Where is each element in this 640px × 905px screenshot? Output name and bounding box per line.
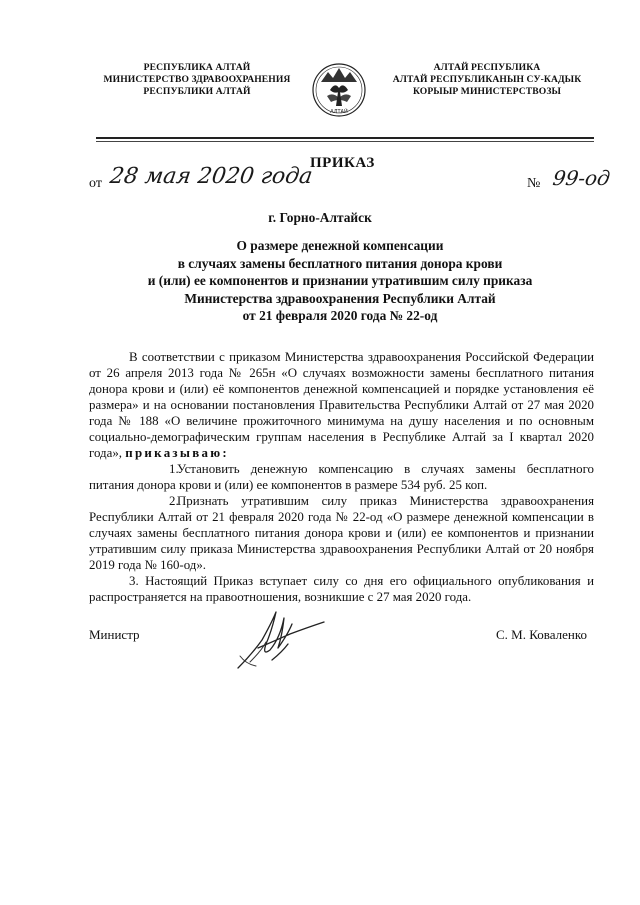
header-divider-thick: [96, 137, 594, 139]
order-item: [89, 461, 594, 493]
orders-word: приказываю:: [125, 446, 230, 460]
order-item: [89, 573, 594, 605]
handwritten-number: 99-од: [551, 166, 612, 190]
signer-name: С. М. Коваленко: [496, 627, 587, 642]
coat-of-arms-emblem: [311, 60, 367, 122]
city: г. Горно-Алтайск: [268, 210, 372, 225]
number-prefix: №: [527, 176, 541, 191]
handwritten-signature: [232, 604, 328, 674]
signer-position: Министр: [89, 627, 140, 642]
handwritten-date: 28 мая 2020 года: [108, 164, 315, 189]
order-title: ПРИКАЗ: [310, 155, 375, 171]
order-body: [89, 349, 594, 605]
item-text: Признать утратившим силу приказ Министерства здравоохранения Республики Алтай от 21 февраля 2020 года № 22-од «О размере денежной компенсации в случаях замены бесплатного питания донора крови и (или) ее компонентов и признании утратившим силу приказа Министерства здравоохранения Республики Алтай от 20 ноября 2019 года № 160-од».: [89, 494, 594, 572]
item-number: 3.: [129, 574, 139, 588]
subject-line: от 21 февраля 2020 года № 22-од: [242, 308, 438, 324]
item-text: Настоящий Приказ вступает силу со дня его официального опубликования и распространяется на правоотношения, возникшие с 27 мая 2020 года.: [89, 574, 594, 604]
preamble-paragraph: [89, 349, 594, 461]
order-subject: [120, 237, 560, 325]
order-item: [89, 493, 594, 573]
header-right-line: АЛТАЙ РЕСПУБЛИКАНЫН СУ-КАДЫК: [392, 74, 582, 85]
item-number: 1.: [169, 462, 179, 476]
header-left-ru: [92, 62, 302, 98]
subject-line: Министерства здравоохранения Республики Алтай: [184, 290, 496, 306]
header-right-alt: [382, 62, 592, 98]
subject-line: О размере денежной компенсации: [236, 238, 444, 253]
header-left-line: РЕСПУБЛИКА АЛТАЙ: [143, 62, 251, 73]
date-prefix: от: [89, 176, 102, 191]
emblem-label: АЛТАЙ: [330, 109, 348, 115]
subject-line: и (или) ее компонентов и признании утратившим силу приказа: [147, 273, 533, 289]
preamble-text: В соответствии с приказом Министерства здравоохранения Российской Федерации от 26 апреля 2013 года № 265н «О случаях возможности замены бесплатного питания донора крови и (или) её компонентов денежной компенсацией и порядке установления её размера» и на основании постановления Правительства Республики Алтай от 27 мая 2020 года № 188 «О величине прожиточного минимума на душу населения и по основным социально-демографическим группам населения в Республике Алтай за I квартал 2020 года»,: [89, 350, 594, 460]
header-left-line: РЕСПУБЛИКИ АЛТАЙ: [143, 86, 251, 97]
header-left-line: МИНИСТЕРСТВО ЗДРАВООХРАНЕНИЯ: [103, 74, 291, 85]
header-divider-thin: [96, 141, 594, 142]
subject-line: в случаях замены бесплатного питания донора крови: [177, 255, 503, 271]
header-right-line: КОРЫЫР МИНИСТЕРСТВОЗЫ: [412, 86, 562, 97]
item-number: 2.: [169, 494, 179, 508]
header-right-line: АЛТАЙ РЕСПУБЛИКА: [433, 62, 541, 73]
item-text: Установить денежную компенсацию в случаях замены бесплатного питания донора крови и (или) ее компонентов в размере 534 руб. 25 коп.: [89, 462, 594, 492]
